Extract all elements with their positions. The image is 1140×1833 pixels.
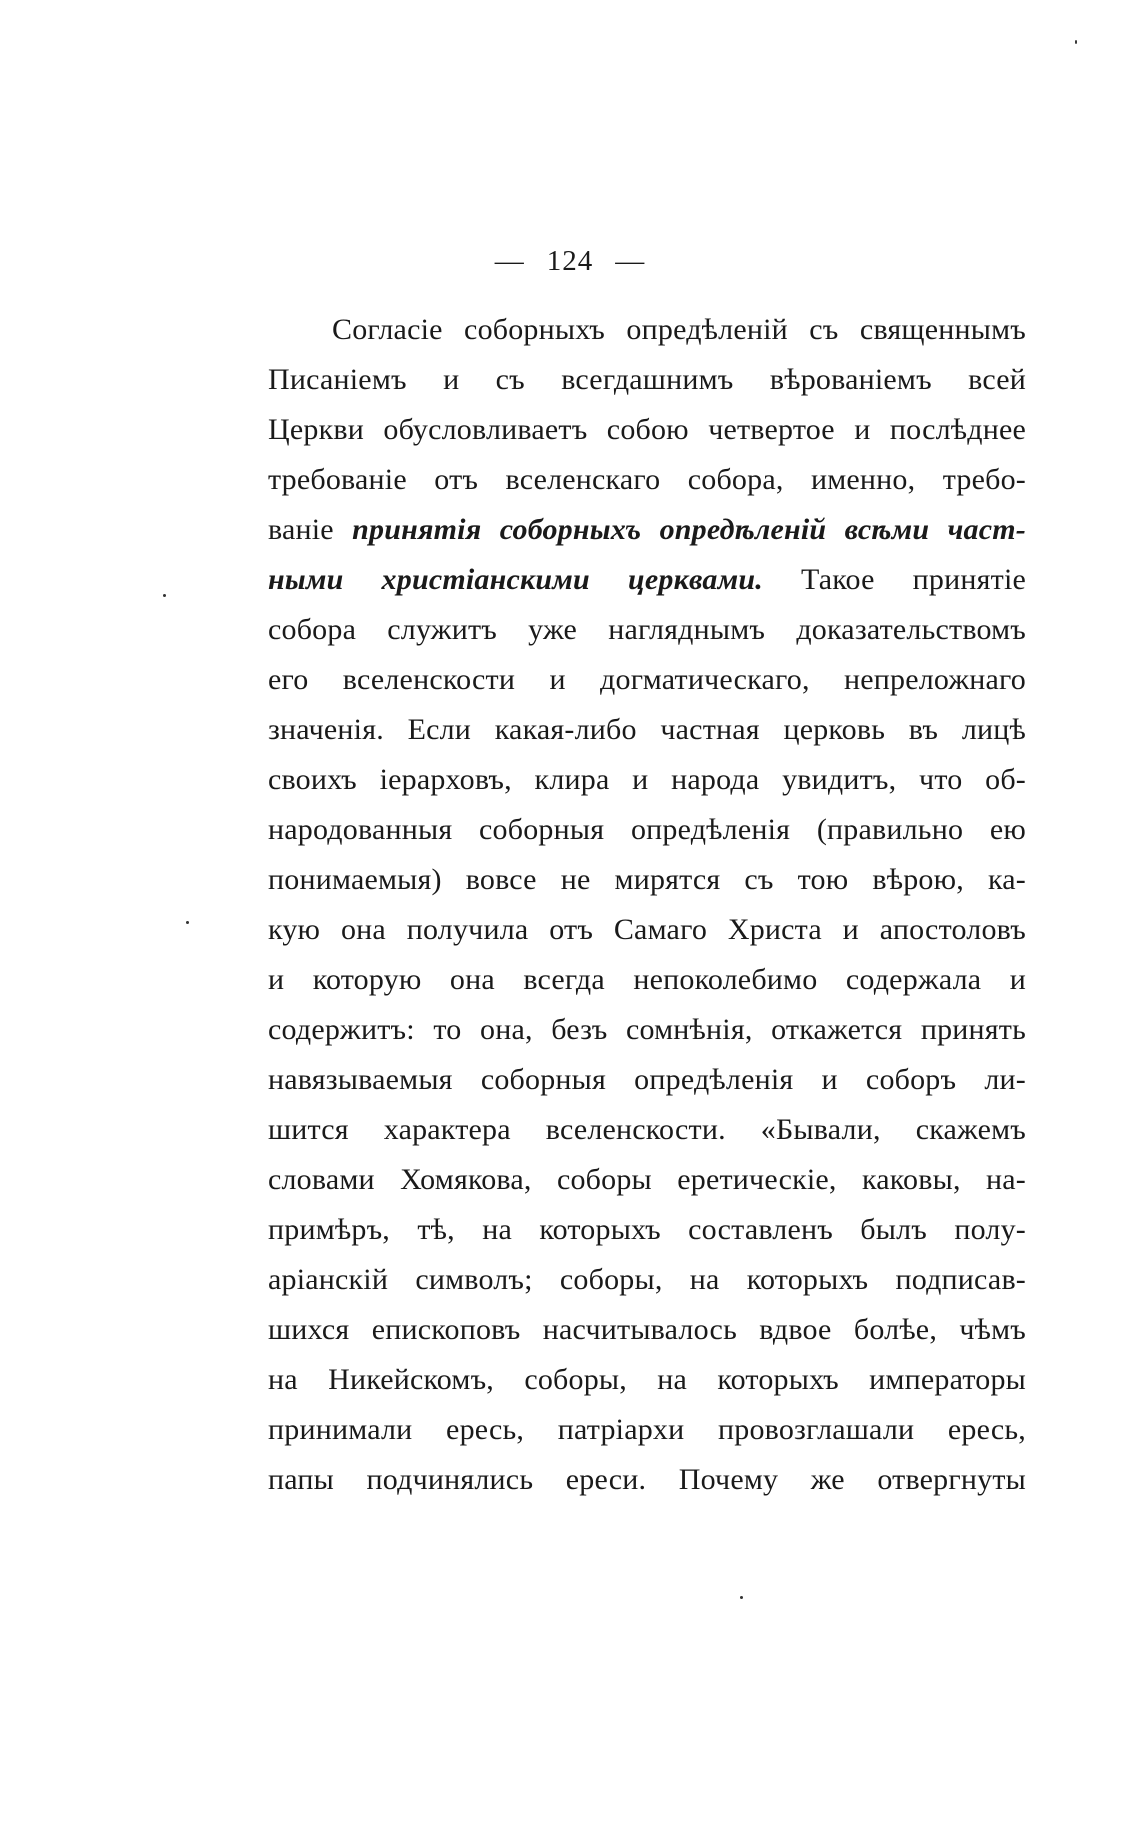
text-line: понимаемыя) вовсе не мирятся съ тою вѣрою, ка-: [268, 863, 1026, 896]
text-line: народованныя соборныя опредѣленія (правильно ею: [268, 813, 1026, 846]
ink-speck: [740, 1596, 743, 1599]
ink-speck: [186, 921, 189, 924]
text-line: аріанскій символъ; соборы, на которыхъ подписав-: [268, 1263, 1026, 1296]
text-line: собора служитъ уже нагляднымъ доказательствомъ: [268, 613, 1026, 646]
page-number-header: [0, 245, 1140, 278]
body-text: [268, 305, 1026, 1505]
ink-speck: [163, 594, 166, 597]
text-line: навязываемыя соборныя опредѣленія и соборъ ли-: [268, 1063, 1026, 1096]
text-line: [268, 555, 1026, 605]
text-line: [268, 505, 1026, 555]
page-number: 124: [546, 245, 594, 277]
text-line: словами Хомякова, соборы еретическіе, каковы, на-: [268, 1163, 1026, 1196]
text-line: требованіе отъ вселенскаго собора, именно, требо-: [268, 463, 1026, 496]
text-line: примѣръ, тѣ, на которыхъ составленъ былъ полу-: [268, 1213, 1026, 1246]
text-line: Церкви обусловливаетъ собою четвертое и послѣднее: [268, 413, 1026, 446]
text-line: принимали ересь, патріархи провозглашали ересь,: [268, 1413, 1026, 1446]
text-line: шихся епископовъ насчитывалось вдвое болѣе, чѣмъ: [268, 1313, 1026, 1346]
italic-text-run: принятія соборныхъ опредѣленій всѣми част-: [352, 513, 1026, 546]
italic-text-run: ными христіанскими церквами.: [268, 563, 763, 596]
text-line: своихъ іерарховъ, клира и народа увидитъ, что об-: [268, 763, 1026, 796]
text-line: и которую она всегда непоколебимо содержала и: [268, 963, 1026, 996]
left-dash: —: [494, 245, 525, 277]
text-line: его вселенскости и догматическаго, непреложнаго: [268, 663, 1026, 696]
text-line: Писаніемъ и съ всегдашнимъ вѣрованіемъ всей: [268, 363, 1026, 396]
text-run: ваніе: [268, 513, 353, 546]
text-line: Согласіе соборныхъ опредѣленій съ священнымъ: [332, 313, 1026, 346]
text-run: Такое принятіе: [762, 563, 1026, 596]
right-dash: —: [615, 245, 646, 277]
text-line: содержитъ: то она, безъ сомнѣнія, откажется принять: [268, 1013, 1026, 1046]
text-line: шится характера вселенскости. «Бывали, скажемъ: [268, 1113, 1026, 1146]
ink-speck: [1075, 40, 1077, 44]
text-line: значенія. Если какая-либо частная церковь въ лицѣ: [268, 713, 1026, 746]
text-line: кую она получила отъ Самаго Христа и апостоловъ: [268, 913, 1026, 946]
text-line: папы подчинялись ереси. Почему же отвергнуты: [268, 1463, 1026, 1496]
text-line: на Никейскомъ, соборы, на которыхъ императоры: [268, 1363, 1026, 1396]
